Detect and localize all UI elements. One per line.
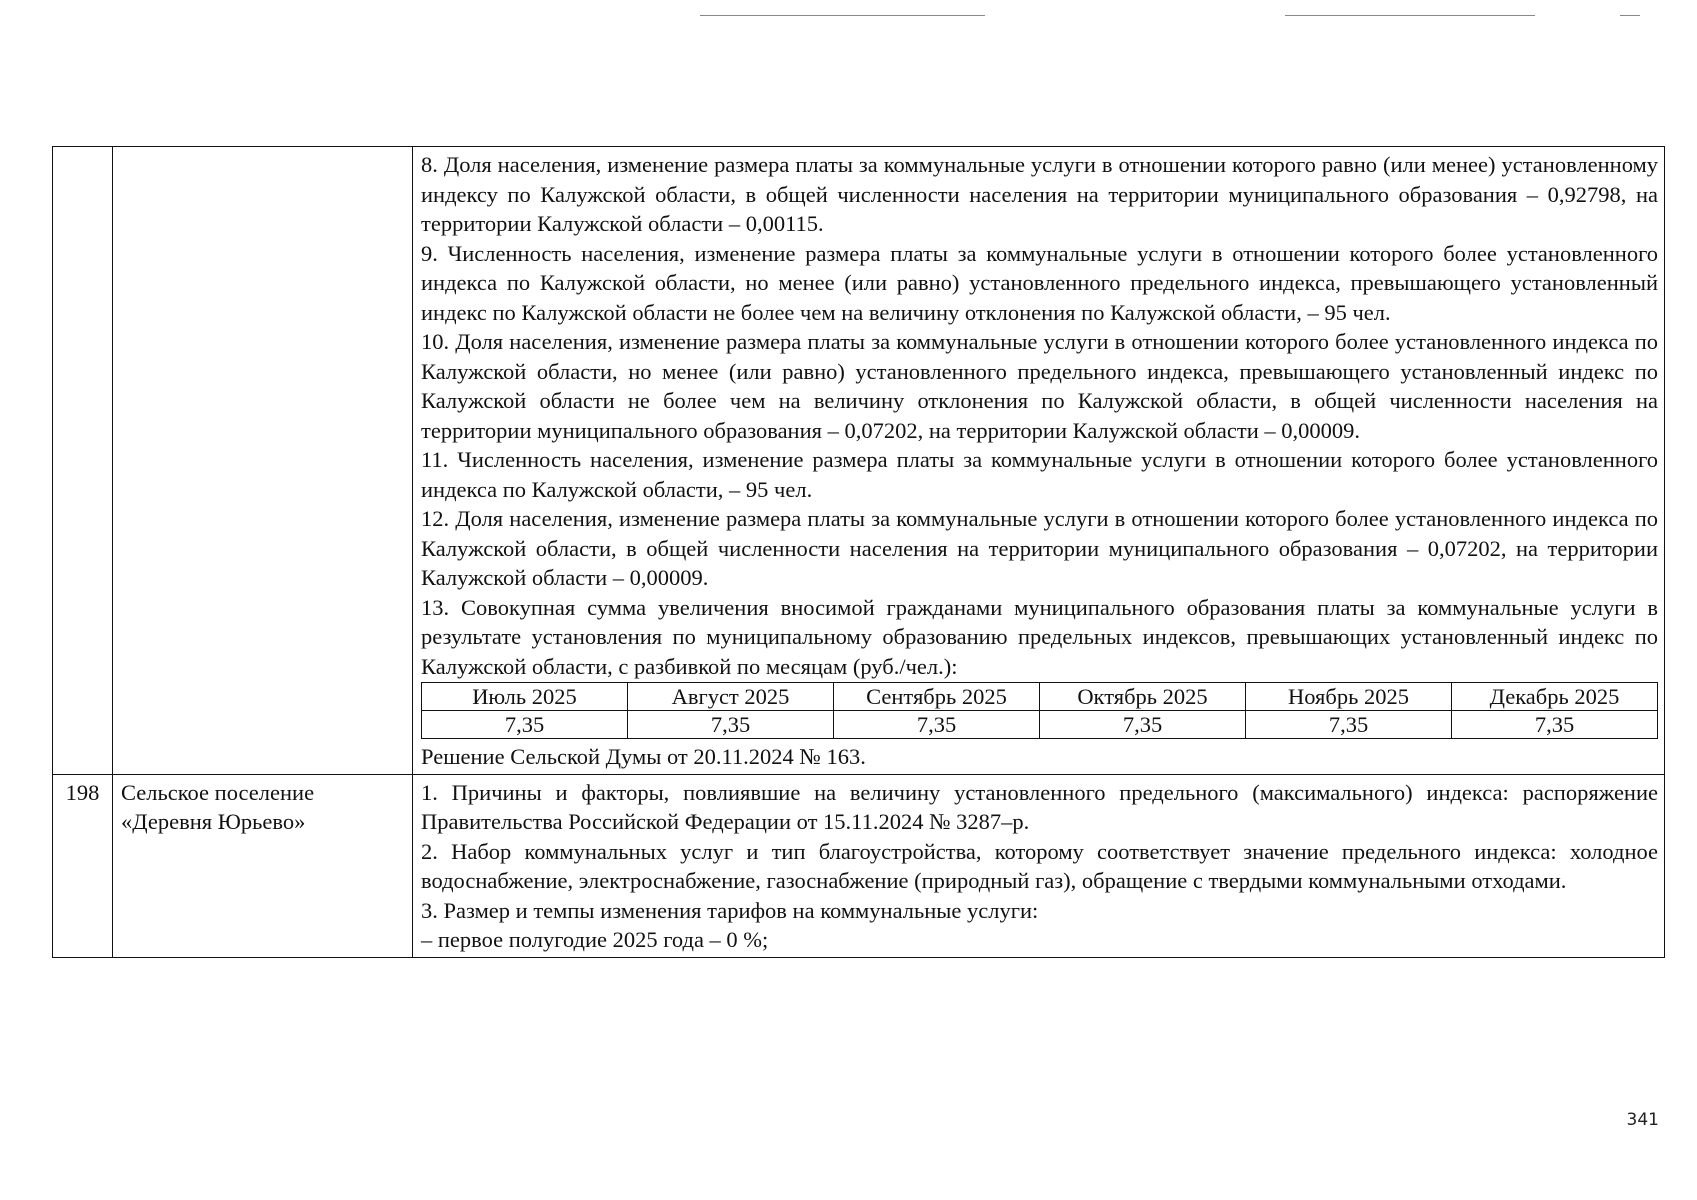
row198-paragraph-3: 3. Размер и темпы изменения тарифов на коммунальные услуги: <box>421 897 1039 923</box>
month-value: 7,35 <box>1246 711 1452 739</box>
table-row-198 <box>53 774 1665 957</box>
row-number-cell-empty <box>53 147 113 775</box>
month-header: Сентябрь 2025 <box>834 683 1040 711</box>
paragraph-11: 11. Численность населения, изменение размера платы за коммунальные услуги в отношении которого более установленного индекса по Калужской области, – 95 чел. <box>421 447 1658 502</box>
row198-paragraph-2: 2. Набор коммунальных услуг и тип благоустройства, которому соответствует значение предельного индекса: холодное водоснабжение, электроснабжение, газоснабжение (природный газ), обращение с твердыми коммунальными отходами. <box>421 838 1658 893</box>
municipality-name: Сельское поселение «Деревня Юрьево» <box>113 774 413 957</box>
month-value: 7,35 <box>1040 711 1246 739</box>
monthly-value-row <box>422 711 1658 739</box>
row198-paragraph-4: – первое полугодие 2025 года – 0 %; <box>421 927 769 952</box>
month-header: Декабрь 2025 <box>1452 683 1658 711</box>
month-header: Август 2025 <box>628 683 834 711</box>
monthly-header-row <box>422 683 1658 711</box>
row-number: 198 <box>53 774 113 957</box>
page-number: 341 <box>1626 1110 1659 1130</box>
month-value: 7,35 <box>628 711 834 739</box>
month-header: Ноябрь 2025 <box>1246 683 1452 711</box>
header-rule-left <box>700 15 985 16</box>
paragraph-13: 13. Совокупная сумма увеличения вносимой гражданами муниципального образования платы за коммунальные услуги в результате установления по муниципальному образованию предельных индексов, превышающих установленный индекс по Калужской области, с разбивкой по месяцам (руб./чел.): <box>421 594 1658 679</box>
paragraph-10: 10. Доля населения, изменение размера платы за коммунальные услуги в отношении которого более установленного индекса по Калужской области, но менее (или равно) установленного предельного индекса, превышающего установленный индекс по Калужской области не более чем на величину отклонения по Калужской области, в общей численности населения на территории муниципального образования – 0,07202, на территории Калужской области – 0,00009. <box>421 329 1658 443</box>
paragraph-12: 12. Доля населения, изменение размера платы за коммунальные услуги в отношении которого более установленного индекса по Калужской области, в общей численности населения на территории муниципального образования – 0,07202, на территории Калужской области – 0,00009. <box>421 506 1658 590</box>
decision-text: Решение Сельской Думы от 20.11.2024 № 163. <box>421 744 866 769</box>
month-header: Октябрь 2025 <box>1040 683 1246 711</box>
monthly-sum-table <box>421 682 1658 739</box>
paragraph-9: 9. Численность населения, изменение размера платы за коммунальные услуги в отношении которого более установленного индекса по Калужской области, но менее (или равно) установленного предельного индекса, превышающего установленный индекс по Калужской области не более чем на величину отклонения по Калужской области, – 95 чел. <box>421 240 1658 325</box>
header-rule-short <box>1620 15 1640 16</box>
paragraph-8: 8. Доля населения, изменение размера платы за коммунальные услуги в отношении которого равно (или менее) установленному индексу по Калужской области, в общей численности населения на территории муниципального образования – 0,92798, на территории Калужской области – 0,00115. <box>421 152 1658 236</box>
month-header: Июль 2025 <box>422 683 628 711</box>
row-content-cell <box>413 147 1665 775</box>
header-rule-right <box>1285 15 1535 16</box>
row-name-cell-empty <box>113 147 413 775</box>
month-value: 7,35 <box>834 711 1040 739</box>
table-row-continuation <box>53 147 1665 775</box>
row-content-cell <box>413 774 1665 957</box>
month-value: 7,35 <box>422 711 628 739</box>
month-value: 7,35 <box>1452 711 1658 739</box>
row198-paragraph-1: 1. Причины и факторы, повлиявшие на величину установленного предельного (максимального) индекса: распоряжение Правительства Российской Федерации от 15.11.2024 № 3287–р. <box>421 779 1658 834</box>
main-table <box>52 146 1665 958</box>
